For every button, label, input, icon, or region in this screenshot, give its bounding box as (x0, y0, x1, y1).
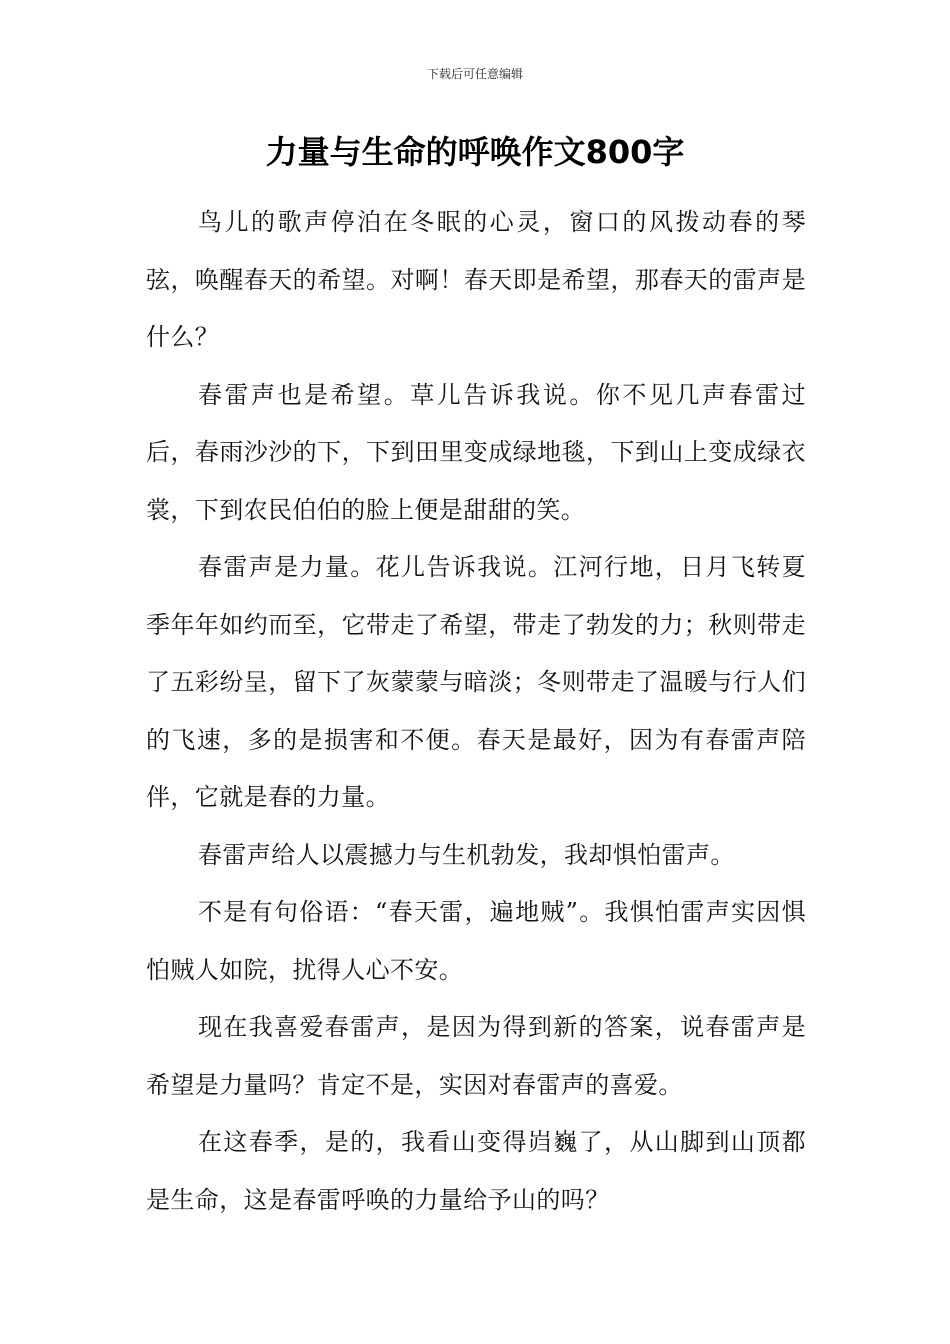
paragraph-7: 在这春季，是的，我看山变得岿巍了，从山脚到山顶都是生命，这是春雷呼唤的力量给予山的吗？ (146, 1128, 806, 1214)
header-note: 下载后可任意编辑 (426, 67, 523, 81)
document-body (146, 194, 806, 1229)
paragraph-3: 春雷声是力量。花儿告诉我说。江河行地，日月飞转夏季年年如约而至，它带走了希望，带走了勃发的力；秋则带走了五彩纷呈，留下了灰蒙蒙与暗淡；冬则带走了温暖与行人们的飞速，多的是损害和不便。春天是最好，因为有春雷声陪伴，它就是春的力量。 (146, 553, 806, 811)
paragraph-5: 不是有句俗语：“春天雷，遍地贼”。我惧怕雷声实因惧怕贼人如院，扰得人心不安。 (146, 898, 806, 984)
document-title: 力量与生命的呼唤作文800字 (265, 133, 685, 171)
paragraph-6: 现在我喜爱春雷声，是因为得到新的答案，说春雷声是希望是力量吗？肯定不是，实因对春雷声的喜爱。 (146, 1013, 806, 1099)
paragraph-1: 鸟儿的歌声停泊在冬眠的心灵，窗口的风拨动春的琴弦，唤醒春天的希望。对啊！春天即是希望，那春天的雷声是什么？ (146, 208, 806, 351)
paragraph-4: 春雷声给人以震撼力与生机勃发，我却惧怕雷声。 (198, 840, 735, 869)
paragraph-2: 春雷声也是希望。草儿告诉我说。你不见几声春雷过后，春雨沙沙的下，下到田里变成绿地毯，下到山上变成绿衣裳，下到农民伯伯的脸上便是甜甜的笑。 (146, 380, 806, 524)
